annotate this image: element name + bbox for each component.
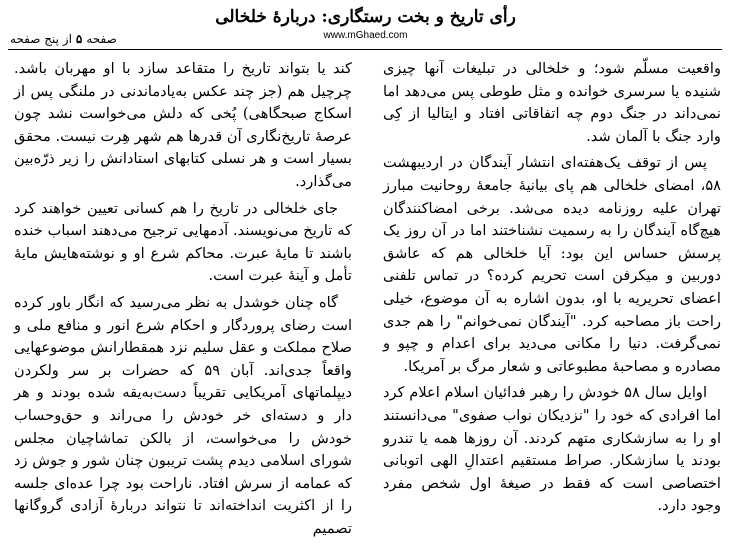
- page-title: رأی تاریخ و بخت رستگاری: دربارهٔ خلخالی: [215, 7, 516, 27]
- paragraph: پس از توقف یک‌هفته‌ای انتشار آیندگان در اردیبهشت ۵۸، امضای خلخالی هم پای بیانیهٔ جامعهٔ روحانیت مبارز تهران علیه روزنامه دیده می‌شد. برخی امضاکنندگان هیچ‌گاه آیندگان را به رسمیت نشناختند اما در آن روز یک پرسش حساس این بود: آیا خلخالی هم که عاشق دوربین و میکرفن است تحریم کرده؟ در تماس تلفنی اعضای تحریریه با او، بدون اشاره به آن موضوع، خیلی راحت باز مصاحبه کرد. "آیندگان نمی‌خوانم" را هم جدی نمی‌گرفت. دنیا را مکانی می‌دید برای اعدام و چپو و مصادره و مصاحبهٔ مطبوعاتی و شعار مرگ بر آمریکا.: [383, 154, 721, 375]
- site-url: www.mGhaed.com: [323, 30, 408, 41]
- column-right: [383, 58, 721, 522]
- column-left: [14, 58, 352, 544]
- paragraph: گاه چنان خوشدل به نظر می‌رسید که انگار باور کرده است رضای پروردگار و احکام شرع انور و منافع ملی و صلاح مملکت و عقل سلیم نزد همقطارانش موضوعهایی واقعاً جدی‌اند. آبان ۵۹ که حضرات بر سر ولکردن دیپلماتهای آمریکایی تقریباً دست‌به‌یقه شده بودند و هر دار و دسته‌ای خر خودش را می‌راند و حق‌وحساب خودش را می‌خواست، از بالکن تماشاچیان مجلس شورای اسلامی دیدم پشت تریبون چنان شور و جوش زد که عمامه از سرش افتاد. ناراحت بود چرا عده‌ای جلسه را از اکثریت انداخته‌اند تا نتواند دربارهٔ آزادی گروگانها تصمیم: [14, 293, 352, 537]
- page-total: از پنج صفحه: [10, 32, 72, 46]
- page-indicator: [10, 32, 117, 46]
- paragraph: واقعیت مسلّم شود؛ و خلخالی در تبلیغات آنها چیزی شنیده یا سرسری خوانده و مثل طوطی پس می‌دهد اما نمی‌داند در جنگ دوم چه اتفاقاتی افتاد و ایتالیا از کِی وارد جنگ با آلمان شد.: [383, 60, 721, 145]
- page-label: صفحه: [86, 32, 117, 46]
- page-number: ۵: [75, 32, 83, 46]
- header-divider: [8, 49, 722, 50]
- paragraph: اوایل سال ۵۸ خودش را رهبر فدائیان اسلام اعلام کرد اما افرادی که خود را "نزدیکان نواب صفوی" می‌دانستند او را به سازشکاری متهم کردند. آن روزها همه یا تندرو بودند یا سازشکار. صراط مستقیم اعتدالِ الهی اتوبانی اختصاصی است که فقط در صیغهٔ اول شخص مفرد وجود دارد.: [383, 384, 721, 515]
- paragraph: کند یا بتواند تاریخ را متقاعد سازد با او مهربان باشد. چرچیل هم (جز چند عکس به‌یادماندنی در ملنگی پس از اسکاج صبحگاهی) پُخی که دلش می‌خواست نشد چون عرصهٔ تاریخ‌نگاری آن قدرها هم شهر هِرت نیست. محقق بسیار است و هر نسلی کتابهای استادانش را زیر ذرّه‌بین می‌گذارد.: [14, 60, 352, 190]
- paragraph: جای خلخالی در تاریخ را هم کسانی تعیین خواهند کرد که تاریخ می‌نویسند. آدمهایی ترجیح می‌دهند اسباب خنده باشند تا مایهٔ عبرت. محاکم شرع او و نوشته‌هایش مایهٔ تأمل و آینهٔ عبرت است.: [14, 199, 352, 285]
